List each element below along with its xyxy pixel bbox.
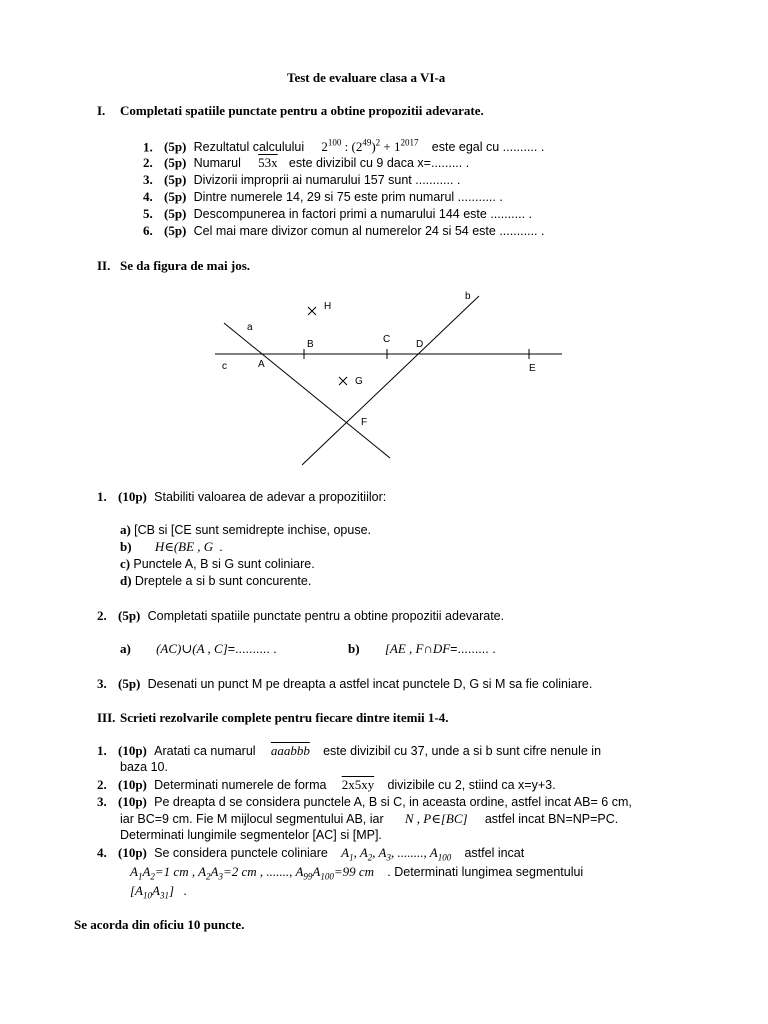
list-item bbox=[143, 155, 469, 171]
section-2-heading: Se da figura de mai jos. bbox=[120, 258, 250, 273]
item-text: Pe dreapta d se considera punctele A, B si C, in aceasta ordine, astfel incat AB= 6 cm, bbox=[154, 795, 632, 809]
section-3-numeral: III. bbox=[97, 710, 116, 725]
item-text-after: . Determinati lungimea segmentului bbox=[387, 865, 584, 879]
item-points: (10p) bbox=[118, 743, 147, 758]
item-text-after: astfel incat bbox=[464, 846, 525, 860]
page-title: Test de evaluare clasa a VI-a bbox=[287, 70, 446, 85]
list-item bbox=[143, 138, 544, 155]
item-number: 3. bbox=[97, 794, 107, 809]
fill-label: a) bbox=[120, 641, 131, 656]
statement-text: Punctele A, B si G sunt coliniare. bbox=[133, 557, 315, 571]
item-text: Se considera punctele coliniare bbox=[154, 846, 328, 860]
item-text: Desenati un punct M pe dreapta a astfel incat punctele D, G si M sa fie coliniare. bbox=[147, 677, 593, 691]
item-text-after: este egal cu .......... . bbox=[431, 140, 545, 155]
list-item bbox=[143, 189, 503, 205]
item-number: 2. bbox=[143, 155, 153, 170]
overlined-number: aaabbb bbox=[270, 743, 310, 758]
item-text-after: astfel incat BN=NP=PC. bbox=[484, 812, 619, 826]
section-2-numeral: II. bbox=[97, 258, 111, 273]
item-number: 3. bbox=[143, 172, 153, 187]
statement-text: Dreptele a si b sunt concurente. bbox=[134, 574, 312, 588]
statement-label: c) bbox=[120, 556, 131, 571]
item-text-after: este divizibil cu 37, unde a si b sunt cifre nenule in bbox=[323, 744, 602, 758]
statement-d bbox=[120, 573, 311, 589]
item-points: (10p) bbox=[118, 489, 147, 504]
item-number: 1. bbox=[143, 139, 153, 155]
label-a: a bbox=[247, 322, 253, 333]
section-3-item-1-line2: baza 10. bbox=[120, 760, 168, 774]
statement-a bbox=[120, 522, 371, 538]
statement-label: d) bbox=[120, 573, 132, 588]
item-points: (5p) bbox=[164, 223, 187, 238]
item-text: Determinati numerele de forma bbox=[154, 778, 327, 792]
item-text: Rezultatul calculului bbox=[193, 140, 305, 155]
overlined-number: 53x bbox=[258, 155, 278, 170]
section-2-item-1 bbox=[97, 489, 386, 505]
list-item bbox=[143, 172, 460, 188]
label-c: c bbox=[222, 361, 227, 372]
point-H-marker bbox=[308, 307, 316, 315]
item-points: (10p) bbox=[118, 845, 147, 860]
item-number: 3. bbox=[97, 676, 107, 691]
section-3-item-1 bbox=[97, 743, 601, 759]
section-2-item-2 bbox=[97, 608, 504, 624]
statement-text: [CB si [CE sunt semidrepte inchise, opuse. bbox=[134, 523, 372, 537]
section-3-item-3-line2 bbox=[120, 811, 618, 827]
item-points: (5p) bbox=[118, 608, 141, 623]
statement-label: b) bbox=[120, 539, 132, 554]
section-3-item-4 bbox=[97, 845, 524, 863]
item-text: Descompunerea in factori primi a numarului 144 este .......... . bbox=[193, 207, 532, 221]
union-expression: (AC)∪(A , C] bbox=[156, 641, 228, 656]
fill-dots: =......... . bbox=[450, 642, 496, 656]
label-C: C bbox=[383, 334, 391, 345]
item-text: Numarul bbox=[193, 156, 241, 170]
section-1-heading: Completati spatiile punctate pentru a obtine propozitii adevarate. bbox=[120, 103, 484, 118]
label-H: H bbox=[324, 301, 332, 312]
item-points: (5p) bbox=[164, 189, 187, 204]
item-number: 2. bbox=[97, 777, 107, 792]
point-G-marker bbox=[339, 377, 347, 385]
section-3-item-2 bbox=[97, 777, 556, 793]
fill-label: b) bbox=[348, 641, 360, 656]
membership-expression: N , P∈[BC] bbox=[404, 811, 468, 826]
item-text: Aratati ca numarul bbox=[154, 744, 256, 758]
item-number: 4. bbox=[143, 189, 153, 204]
label-A: A bbox=[258, 359, 265, 370]
line-b bbox=[302, 296, 479, 465]
list-item bbox=[143, 223, 544, 239]
lengths-expression: $A_1A_2=1$ cm , $A_2A_3=2$ cm , ......., $A_{99}A_{100}=99$ cm bbox=[130, 864, 375, 882]
segment-expression: $[A_{10}A_{31}]$ . bbox=[130, 883, 188, 901]
item-number: 1. bbox=[97, 743, 107, 758]
item-points: (10p) bbox=[118, 777, 147, 792]
item-text: iar BC=9 cm. Fie M mijlocul segmentului AB, iar bbox=[120, 812, 384, 826]
item-number: 4. bbox=[97, 845, 107, 860]
item-text: Cel mai mare divizor comun al numerelor 24 si 54 este ........... . bbox=[193, 224, 545, 238]
footer-note: Se acorda din oficiu 10 puncte. bbox=[74, 917, 245, 932]
item-points: (5p) bbox=[118, 676, 141, 691]
item-number: 1. bbox=[97, 489, 107, 504]
section-3-item-3-line3: Determinati lungimile segmentelor [AC] si [MP]. bbox=[120, 828, 382, 842]
fill-in-a bbox=[120, 641, 277, 657]
item-text: Stabiliti valoarea de adevar a propozitiilor: bbox=[154, 490, 387, 504]
statement-c bbox=[120, 556, 315, 572]
points-sequence: $A_1$, $A_2$, $A_3$, ........, $A_{100}$ bbox=[341, 845, 452, 863]
label-b: b bbox=[465, 291, 471, 302]
overlined-number: 2x5xy bbox=[341, 777, 375, 792]
section-3-item-4-line3 bbox=[130, 883, 187, 901]
label-B: B bbox=[307, 339, 314, 350]
item-text: Completati spatiile punctate pentru a obtine propozitii adevarate. bbox=[147, 609, 505, 623]
statement-label: a) bbox=[120, 522, 131, 537]
section-3-item-3 bbox=[97, 794, 632, 810]
membership-expression: H∈(BE , G . bbox=[154, 539, 223, 554]
statement-b bbox=[120, 539, 223, 555]
item-points: (10p) bbox=[118, 794, 147, 809]
item-number: 6. bbox=[143, 223, 153, 238]
label-F: F bbox=[361, 417, 368, 428]
fill-dots: =.......... . bbox=[227, 642, 277, 656]
list-item bbox=[143, 206, 532, 222]
section-2-item-3 bbox=[97, 676, 592, 692]
section-3-heading: Scrieti rezolvarile complete pentru fiecare dintre itemii 1-4. bbox=[120, 710, 449, 725]
label-G: G bbox=[355, 376, 363, 387]
item-text: Dintre numerele 14, 29 si 75 este prim numarul ........... . bbox=[193, 190, 503, 204]
item-text: Divizorii improprii ai numarului 157 sunt ........... . bbox=[193, 173, 461, 187]
item-points: (5p) bbox=[164, 172, 187, 187]
label-D: D bbox=[416, 339, 424, 350]
section-3-item-4-line2 bbox=[130, 864, 583, 882]
item-text-after: este divizibil cu 9 daca x=......... . bbox=[288, 156, 470, 170]
label-E: E bbox=[529, 363, 536, 374]
geometry-figure bbox=[200, 283, 570, 473]
intersection-expression: [AE , F∩DF bbox=[384, 641, 451, 656]
item-points: (5p) bbox=[164, 206, 187, 221]
item-points: (5p) bbox=[164, 155, 187, 170]
fill-in-b bbox=[348, 641, 496, 657]
power-expression: $2^{100}$ : $(2^{49})^2 + 1^{2017}$ bbox=[321, 138, 419, 155]
item-number: 5. bbox=[143, 206, 153, 221]
section-1-numeral: I. bbox=[97, 103, 106, 118]
item-number: 2. bbox=[97, 608, 107, 623]
item-text-after: divizibile cu 2, stiind ca x=y+3. bbox=[387, 778, 556, 792]
item-points: (5p) bbox=[164, 139, 187, 155]
